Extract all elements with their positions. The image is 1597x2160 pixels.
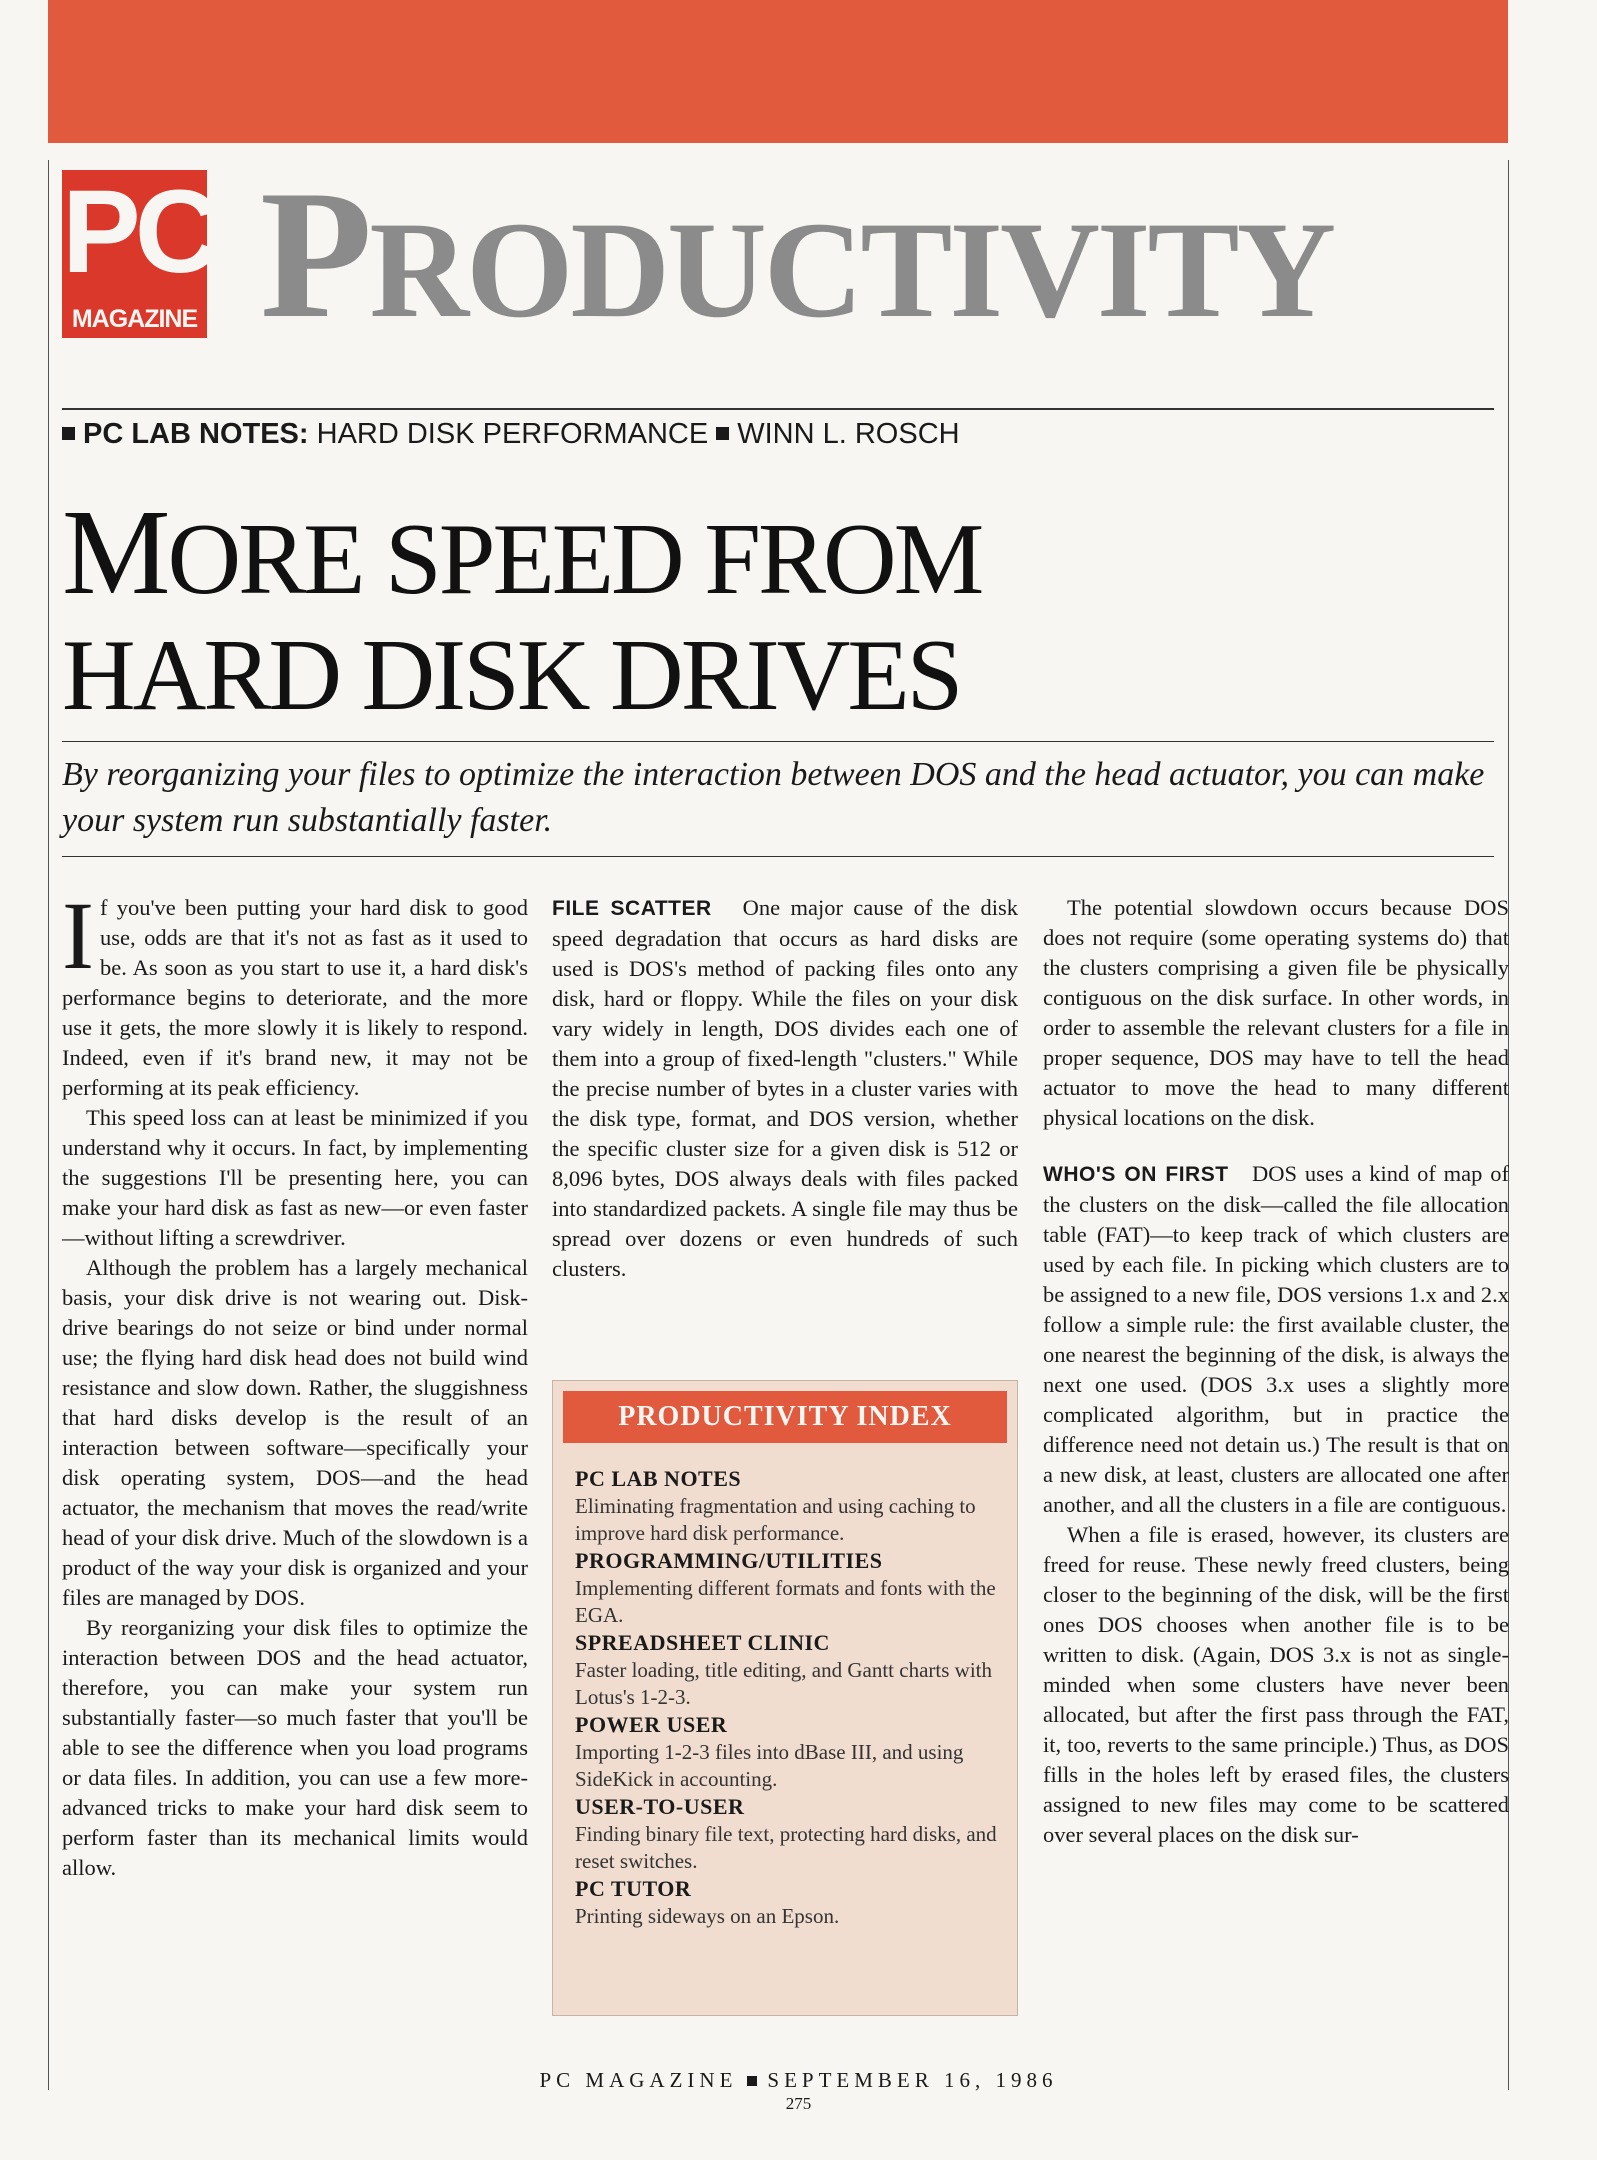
- article-headline: [62, 485, 982, 734]
- index-item-title: POWER USER: [575, 1712, 728, 1737]
- index-item-title: PC TUTOR: [575, 1876, 692, 1901]
- drop-cap: I: [62, 882, 94, 989]
- paragraph-text: f you've been putting your hard disk to good use, odds are that it's not as fast as it used to be. As soon as you start to use it, a hard disk's performance begins to deteriorate, and the more use it gets, the more slowly it is likely to respond. Indeed, even if it's brand new, it may not be performing at its peak efficiency.: [62, 895, 528, 1100]
- paragraph: The potential slowdown occurs because DOS does not require (some operating systems do) that the clusters comprising a given file be physically contiguous on the disk surface. In other words, in order to assemble the relevant clusters for a file in proper sequence, DOS may have to tell the head actuator to move the head to many different physical locations on the disk.: [1043, 895, 1509, 1130]
- headline-line-2: HARD DISK DRIVES: [62, 619, 961, 732]
- paragraph: By reorganizing your disk files to optimize the interaction between DOS and the head actuator, therefore, you can make your system run substantially faster—so much faster that you'll be able to see the difference when you load programs or data files. In addition, you can use a few more-advanced tricks to make your hard disk seem to perform faster than its mechanical limits would allow.: [62, 1615, 528, 1880]
- index-item-desc: Finding binary file text, protecting hard disks, and reset switches.: [575, 1822, 997, 1873]
- index-item-desc: Printing sideways on an Epson.: [575, 1904, 840, 1928]
- section-title-cap: P: [260, 152, 370, 356]
- index-item: [575, 1711, 997, 1793]
- paragraph: [1043, 1159, 1509, 1520]
- index-item-desc: Importing 1-2-3 files into dBase III, and using SideKick in accounting.: [575, 1740, 964, 1791]
- dek-bottom-rule: [62, 856, 1494, 857]
- footer-magazine: PC MAGAZINE: [539, 2068, 738, 2092]
- section-title: [260, 154, 1333, 370]
- left-frame-line: [48, 160, 49, 2090]
- index-item-title: PC LAB NOTES: [575, 1466, 742, 1491]
- bullet-square-icon: [62, 427, 75, 440]
- index-title: PRODUCTIVITY INDEX: [563, 1391, 1007, 1443]
- productivity-index-box: [552, 1380, 1018, 2016]
- column-1: [62, 882, 528, 1883]
- index-item: [575, 1875, 997, 1930]
- headline-cap: M: [62, 485, 168, 620]
- header-rule: [62, 408, 1494, 410]
- paragraph: [552, 893, 1018, 1284]
- article-dek: By reorganizing your files to optimize the interaction between DOS and the head actuator, you can make your system run substantially faster.: [62, 756, 1485, 839]
- index-item: [575, 1547, 997, 1629]
- bullet-square-icon: [716, 427, 729, 440]
- kicker-label: PC LAB NOTES:: [83, 418, 309, 450]
- paragraph-text: One major cause of the disk speed degradation that occurs as hard disks are used is DOS's method of packing files onto any disk, hard or floppy. While the files on your disk vary widely in length, DOS divides each one of them into a group of fixed-length "clusters." While the precise number of bytes in a cluster varies with the disk type, format, and DOS version, whether the specific cluster size for a given disk is 512 or 8,096 bytes, DOS always deals with files packed into standardized packets. A single file may thus be spread over dozens or even hundreds of such clusters.: [552, 895, 1018, 1281]
- paragraph: This speed loss can at least be minimized if you understand why it occurs. In fact, by implementing the suggestions I'll be presenting here, you can make your hard disk as fast as new—or even faster—without lifting a screwdriver.: [62, 1105, 528, 1250]
- index-item-desc: Faster loading, title editing, and Gantt charts with Lotus's 1-2-3.: [575, 1658, 992, 1709]
- kicker-topic: HARD DISK PERFORMANCE: [316, 418, 709, 450]
- index-item: [575, 1465, 997, 1547]
- kicker-line: [62, 418, 960, 451]
- subhead-file-scatter: FILE SCATTER: [552, 897, 712, 920]
- logo-word: MAGAZINE: [71, 305, 198, 333]
- index-list: [553, 1443, 1017, 1930]
- top-color-band: [48, 0, 1508, 143]
- headline-line-1: [62, 485, 982, 620]
- index-item: [575, 1793, 997, 1875]
- paragraph: [62, 882, 528, 1103]
- index-item-title: PROGRAMMING/UTILITIES: [575, 1548, 883, 1573]
- kicker-author: WINN L. ROSCH: [737, 418, 960, 450]
- subhead-whos-on-first: WHO'S ON FIRST: [1043, 1163, 1229, 1186]
- index-item-desc: Implementing different formats and fonts with the EGA.: [575, 1576, 996, 1627]
- index-item: [575, 1629, 997, 1711]
- dek-top-rule: [62, 741, 1494, 742]
- pc-magazine-logo: [62, 166, 214, 338]
- bullet-square-icon: [747, 2076, 757, 2086]
- paragraph-text: DOS uses a kind of map of the clusters on the disk—called the file allocation table (FAT)—to keep track of which clusters are used by each file. In picking which clusters are to be assigned to a new file, DOS versions 1.x and 2.x follow a simple rule: the first available cluster, the one nearest the beginning of the disk, is always the next one used. (DOS 3.x uses a slightly more complicated algorithm, but in practice the difference need not detain us.) The result is that on a new disk, at least, clusters are allocated one after another, and all the clusters in a file are contiguous.: [1043, 1161, 1509, 1517]
- logo-letters: PC: [62, 166, 214, 298]
- headline-line-1-rest: ORE SPEED FROM: [167, 503, 982, 616]
- index-item-desc: Eliminating fragmentation and using caching to improve hard disk performance.: [575, 1494, 976, 1545]
- page-footer: [0, 2068, 1597, 2093]
- index-item-title: USER-TO-USER: [575, 1794, 745, 1819]
- column-3: [1043, 893, 1509, 1850]
- page-number: 275: [785, 2094, 812, 2113]
- footer-date: SEPTEMBER 16, 1986: [767, 2068, 1058, 2092]
- index-item-title: SPREADSHEET CLINIC: [575, 1630, 830, 1655]
- paragraph: Although the problem has a largely mechanical basis, your disk drive is not wearing out. Disk-drive bearings do not seize or bind under normal use; the flying hard disk head does not build wind resistance and slow down. Rather, the sluggishness that hard disks develop is the result of an interaction between software—specifically your disk operating system, DOS—and the head actuator, the mechanism that moves the read/write head of your disk drive. Much of the slowdown is a product of the way your disk is organized and your files are managed by DOS.: [62, 1255, 528, 1610]
- column-2: [552, 893, 1018, 1284]
- paragraph: When a file is erased, however, its clusters are freed for reuse. These newly freed clusters, being closer to the beginning of the disk, will be the first ones DOS chooses when another file is to be written to disk. (Again, DOS 3.x is not as single-minded when some clusters have never been allocated, but after the first pass through the FAT, it, too, reverts to the same principle.) Thus, as DOS fills in the holes left by erased files, the clusters assigned to new files may come to be scattered over several places on the disk sur-: [1043, 1522, 1509, 1847]
- section-title-rest: RODUCTIVITY: [369, 193, 1334, 346]
